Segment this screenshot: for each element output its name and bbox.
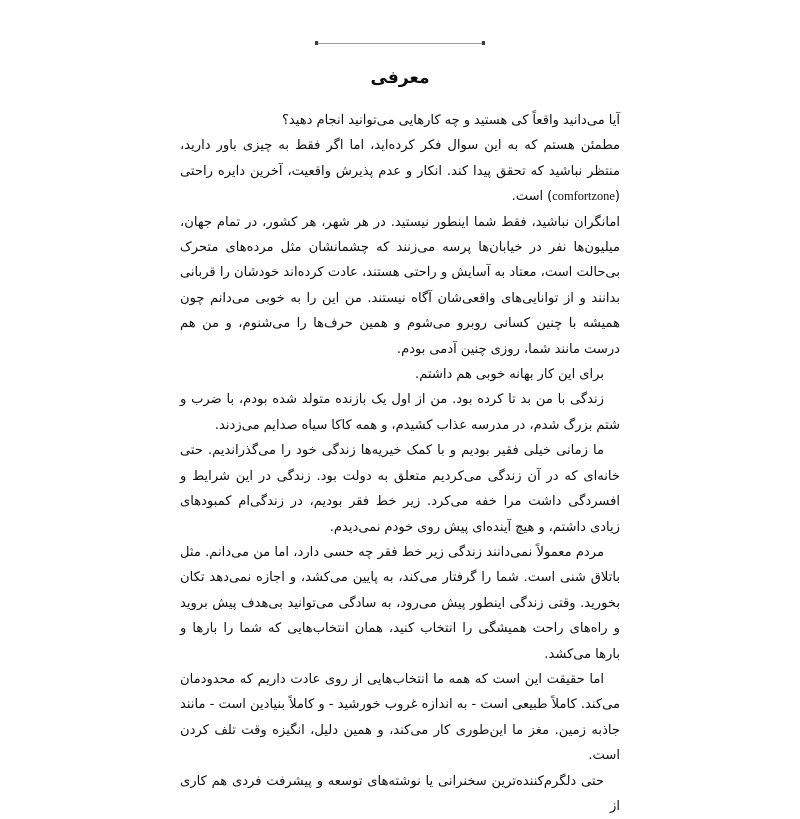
paragraph-9: حتی دلگرم‌کننده‌ترین سخنرانی یا نوشته‌های توسعه و پیشرفت فردی هم کاری از	[180, 773, 620, 814]
rule-line	[315, 43, 485, 44]
rule-end-cap-left	[315, 41, 318, 45]
paragraph-2-latin-term: comfortzone	[552, 189, 615, 204]
page-title: معرفی	[370, 68, 430, 88]
ornament-rule-container	[0, 40, 800, 47]
paragraph-3: امانگران نباشید، فقط شما اینطور نیستید. در هر شهر، هر کشور، در تمام جهان، میلیون‌ها نفر در خیابان‌ها پرسه می‌زنند که چشمانشان مثل مرده‌های متحرک بی‌حالت است، معتاد به آسایش و راحتی هستند، عادت کرده‌اند خودشان را قربانی بدانند و از توانایی‌های واقعی‌شان آگاه نیستند. من این را به خوبی می‌دانم چون همیشه با چنین کسانی روبرو می‌شوم و همین حرف‌ها را می‌شنوم، و من هم درست مانند شما، روزی چنین آدمی بودم.	[180, 214, 620, 357]
paragraph-8: اما حقیقت این است که همه ما انتخاب‌هایی از روی عادت داریم که محدودمان می‌کند. کاملاً طبیعی است - به اندازه غروب خورشید - و کاملاً بنیادین است - مانند جاذبه زمین. مغز ما این‌طوری کار می‌کند، و همین دلیل، انگیزه وقت تلف کردن است.	[180, 671, 620, 764]
paragraph-4: برای این کار بهانه خوبی هم داشتم.	[415, 367, 604, 383]
horizontal-rule-icon	[315, 40, 485, 47]
paragraph-2	[180, 133, 620, 209]
paragraph-7: مردم معمولاً نمی‌دانند زندگی زیر خط فقر چه حسی دارد، اما من می‌دانم. مثل باتلاق شنی است. شما را گرفتار می‌کند، به پایین می‌کشد، و اجازه نمی‌دهد تکان بخورید. وقتی زندگی اینطور پیش می‌رود، به سادگی می‌توانید بی‌هدف پیش بروید و راه‌های راحت همیشگی را انتخاب کنید، همان انتخاب‌هایی که شما را بارها و بارها می‌کشد.	[180, 544, 620, 662]
rule-end-cap-right	[482, 41, 485, 45]
paragraph-5: زندگی با من بد تا کرده بود. من از اول یک بازنده متولد شده بودم، با ضرب و شتم بزرگ شدم، در مدرسه عذاب کشیدم، و همه کاکا سیاه صدایم می‌زدند.	[180, 392, 620, 433]
paragraph-6: ما زمانی خیلی فقیر بودیم و با کمک خیریه‌ها زندگی خود را می‌گذراندیم. حتی خانه‌ای که در آن زندگی می‌کردیم متعلق به دولت بود. زندگی در این شرایط و افسردگی داشت مرا خفه می‌کرد. زیر خط فقر بودیم، در زندگی‌ام کمبودهای زیادی داشتم، و هیچ آینده‌ای پیش روی خودم نمی‌دیدم.	[180, 443, 620, 535]
paragraph-2-text-after: ) است.	[511, 189, 553, 205]
paragraph-1: آیا می‌دانید واقعاً کی هستید و چه کارهایی می‌توانید انجام دهید؟	[281, 113, 620, 128]
body-text	[180, 108, 620, 819]
paragraph-2-text-before: مطمئن هستم که به این سوال فکر کرده‌اید، اما اگر فقط به چیزی باور دارید، منتظر نباشید که تحقق پیدا کند. انکار و عدم پذیرش واقعیت، آخرین دایره راحتی (	[180, 138, 620, 205]
